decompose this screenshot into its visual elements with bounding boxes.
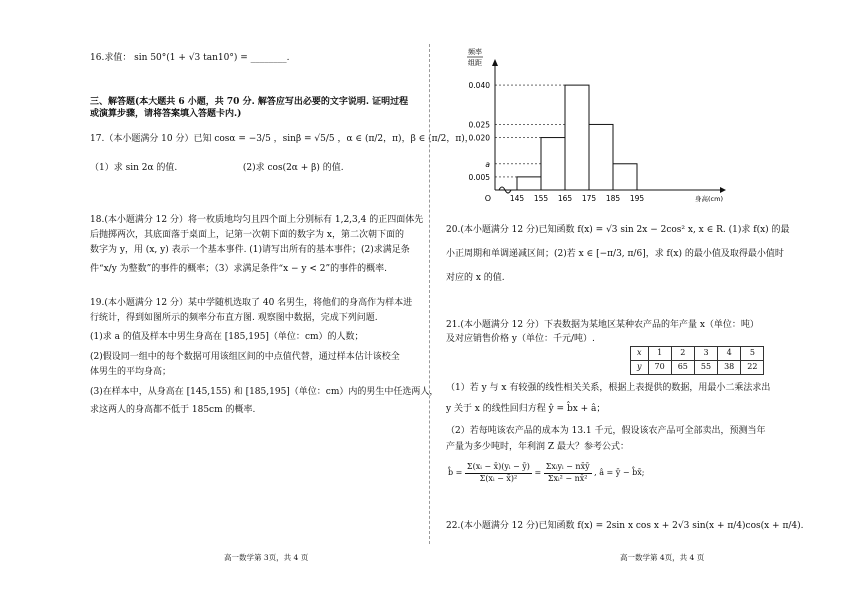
table-cell: 55 <box>694 360 717 374</box>
question-20-line-1: 20.(本小题满分 12 分)已知函数 f(x) = √3 sin 2x − 2cos² x, x ∈ R. (1)求 f(x) 的最 <box>446 225 790 235</box>
question-19-line-1: 19.(本小题满分 12 分）某中学随机选取了 40 名男生，将他们的身高作为样本进 <box>90 298 413 308</box>
question-20-line-3: 对应的 x 的值. <box>446 273 505 283</box>
formula-fraction-1 <box>465 462 532 485</box>
footer-page-4: 高一数学第 4页，共 4 页 <box>620 553 705 562</box>
table-header-x: x <box>631 347 649 361</box>
table-cell: 4 <box>718 347 741 361</box>
height-histogram <box>445 42 745 212</box>
question-21-part-2-cont: 产量为多少吨时，年利润 Z 最大？参考公式： <box>446 442 629 452</box>
table-cell: 70 <box>648 360 671 374</box>
question-21-line-1: 21.(本小题满分 12 分）下表数据为某地区某种农产品的年产量 x（单位：吨） <box>446 320 759 330</box>
formula-a-hat: , â = ȳ − b̂x̄; <box>594 467 645 477</box>
question-19-part-3-cont: 求这两人的身高都不低于 185cm 的概率. <box>90 405 256 415</box>
origin-label: O <box>484 194 491 203</box>
question-19-part-3: (3)在样本中，从身高在 [145,155) 和 [185,195]（单位：cm）内的男生中任选两人， <box>90 387 439 397</box>
table-header-y: y <box>631 360 649 374</box>
question-17-part-2: (2)求 cos(2α + β) 的值. <box>242 163 344 173</box>
formula-denominator-2: Σxᵢ² − nx̄² <box>547 473 588 483</box>
regression-formula <box>448 462 644 485</box>
table-row <box>631 347 764 361</box>
formula-numerator-1: Σ(xᵢ − x̄)(yᵢ − ȳ) <box>465 462 532 474</box>
table-cell: 65 <box>671 360 694 374</box>
histogram-bar <box>517 177 541 190</box>
question-18-line-4: 件“x/y 为整数”的事件的概率；（3）求满足条件“x − y < 2”的事件的概率. <box>90 264 387 274</box>
question-18-line-2: 后抛掷两次，其底面落于桌面上，记第一次朝下面的数字为 x，第二次朝下面的 <box>90 230 404 240</box>
x-tick-label: 175 <box>581 194 597 203</box>
formula-equals: = <box>534 467 542 477</box>
section-3-header: 三、解答题(本大题共 6 小题，共 70 分. 解答应写出必要的文字说明. 证明过程 <box>90 97 409 107</box>
formula-b-hat: b̂ = <box>448 467 463 477</box>
x-tick-label: 185 <box>605 194 621 203</box>
y-tick-label: 0.025 <box>468 120 490 130</box>
table-row <box>631 360 764 374</box>
table-cell: 3 <box>694 347 717 361</box>
question-20-line-2: 小正周期和单调递减区间；(2)若 x ∈ [−π/3, π/6]，求 f(x) 的最小值及取得最小值时 <box>446 249 784 259</box>
y-tick-label: 0.040 <box>468 81 490 91</box>
question-21-line-2: 及对应销售价格 y（单位：千元/吨）. <box>446 334 595 344</box>
y-axis-arrow <box>492 59 498 66</box>
question-21-part-2: （2）若每吨该农产品的成本为 13.1 千元，假设该农产品可全部卖出，预测当年 <box>446 426 766 436</box>
y-axis-label-bottom: 组距 <box>468 59 482 67</box>
formula-denominator-1: Σ(xᵢ − x̄)² <box>479 473 518 483</box>
y-tick-label: a <box>485 159 490 169</box>
x-axis-label: 身高(cm) <box>695 195 723 203</box>
x-tick-label: 165 <box>557 194 573 203</box>
histogram-bar <box>565 85 589 190</box>
y-axis-label-top: 频率 <box>468 48 482 56</box>
table-cell: 22 <box>741 360 764 374</box>
question-21-part-1: （1）若 y 与 x 有较强的线性相关关系，根据上表提供的数据，用最小二乘法求出 <box>446 383 771 393</box>
table-cell: 2 <box>671 347 694 361</box>
section-3-header-cont: 或演算步骤，请将答案填入答题卡内.) <box>90 109 242 120</box>
table-cell: 38 <box>718 360 741 374</box>
x-tick-label: 145 <box>509 194 525 203</box>
question-18-line-1: 18.(本小题满分 12 分）将一枚质地均匀且四个面上分别标有 1,2,3,4 的正四面体先 <box>90 215 424 225</box>
question-18-line-3: 数字为 y，用 (x, y) 表示一个基本事件. (1)请写出所有的基本事件；(2)求满足条 <box>90 245 410 255</box>
histogram-bar <box>541 138 565 190</box>
question-17-stem: 17.（本小题满分 10 分）已知 cosα = −3/5 ，sinβ = √5/5 ，α ∈ (π/2，π)，β ∈ (π/2，π)， <box>90 134 474 144</box>
question-22: 22.(本小题满分 12 分)已知函数 f(x) = 2sin x cos x + 2√3 sin(x + π/4)cos(x + π/4). <box>446 521 804 531</box>
question-19-line-2: 行统计，得到如图所示的频率分布直方图. 观察图中数据，完成下列问题. <box>90 313 378 323</box>
histogram-bar <box>589 124 613 190</box>
table-cell: 5 <box>741 347 764 361</box>
question-19-part-1: (1)求 a 的值及样本中男生身高在 [185,195]（单位：cm）的人数； <box>90 332 364 342</box>
table-cell: 1 <box>648 347 671 361</box>
page-4 <box>430 0 860 595</box>
question-19-part-2: (2)假设同一组中的每个数据可用该组区间的中点值代替，通过样本估计该校全 <box>90 352 400 362</box>
question-16: 16.求值： sin 50°(1 + √3 tan10°) = ________. <box>90 53 290 63</box>
question-21-part-1-cont: y 关于 x 的线性回归方程 ŷ = b̂x + â； <box>446 404 606 414</box>
x-tick-label: 195 <box>629 194 645 203</box>
question-17-part-1: （1）求 sin 2α 的值. <box>90 163 178 173</box>
question-19-part-2-cont: 体男生的平均身高； <box>90 367 172 377</box>
y-tick-label: 0.005 <box>468 172 490 182</box>
histogram-bar <box>613 164 637 190</box>
regression-data-table <box>630 346 764 375</box>
x-tick-label: 155 <box>533 194 549 203</box>
footer-page-3: 高一数学第 3页，共 4 页 <box>224 553 309 562</box>
y-tick-label: 0.020 <box>468 133 490 143</box>
formula-fraction-2 <box>544 462 592 485</box>
x-axis-arrow <box>720 187 726 193</box>
formula-numerator-2: Σxᵢyᵢ − nx̄ȳ <box>544 462 592 474</box>
